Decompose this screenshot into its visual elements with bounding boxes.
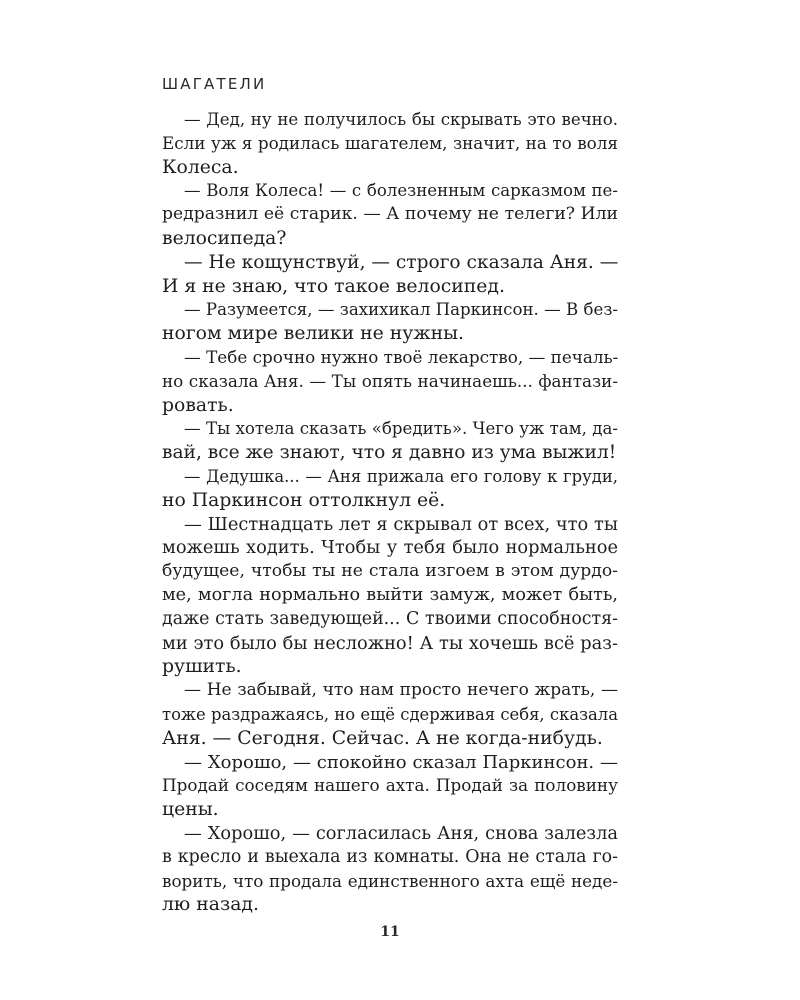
text-line: — Дедушка... — Аня прижала его голову к груди, xyxy=(184,466,618,486)
text-line: можешь ходить. Чтобы у тебя было нормальное xyxy=(162,537,618,559)
text-line: даже стать заведующей... С твоими способностя- xyxy=(162,608,618,629)
body-text xyxy=(162,108,618,917)
text-line: Аня. — Сегодня. Сейчас. А не когда-нибудь. xyxy=(162,727,603,749)
text-line: но Паркинсон оттолкнул её. xyxy=(162,489,446,511)
text-line: тоже раздражаясь, но ещё сдерживая себя, сказала xyxy=(162,704,618,724)
text-line: — Хорошо, — спокойно сказал Паркинсон. — xyxy=(184,751,618,773)
text-line: вай, все же знают, что я давно из ума выжил! xyxy=(162,442,617,464)
text-line: Продай соседям нашего ахта. Продай за половину xyxy=(162,775,618,796)
text-line: И я не знаю, что такое велосипед. xyxy=(162,275,505,297)
text-line: цены. xyxy=(162,799,219,821)
text-line: будущее, чтобы ты не стала изгоем в этом дурдо- xyxy=(162,561,618,582)
text-line: лю назад. xyxy=(162,894,259,916)
text-line: Если уж я родилась шагателем, значит, на то воля xyxy=(162,132,618,153)
text-line: — Воля Колеса! — с болезненным сарказмом пе- xyxy=(184,181,618,201)
text-line: — Не кощунствуй, — строго сказала Аня. — xyxy=(184,251,619,273)
text-line: ми это было бы несложно! А ты хочешь всё раз- xyxy=(162,632,618,654)
text-line: ровать. xyxy=(162,394,234,416)
text-line: — Хорошо, — согласилась Аня, снова залезла xyxy=(184,822,618,844)
text-line: — Не забывай, что нам просто нечего жрать, — xyxy=(184,680,618,701)
text-line: рушить. xyxy=(162,656,242,678)
running-title: ШАГАТЕЛИ xyxy=(162,75,267,93)
text-line: редразнил её старик. — А почему не телеги? Или xyxy=(162,204,618,225)
text-line: ме, могла нормально выйти замуж, может быть, xyxy=(162,584,618,605)
text-line: ногом мире велики не нужны. xyxy=(162,323,465,345)
text-line: но сказала Аня. — Ты опять начинаешь... фантази- xyxy=(162,370,618,391)
text-line: — Разумеется, — захихикал Паркинсон. — В без- xyxy=(184,300,618,320)
text-line: в кресло и выехала из комнаты. Она не стала го- xyxy=(162,846,618,867)
text-line: Колеса. xyxy=(162,156,239,178)
text-line: велосипеда? xyxy=(162,227,287,249)
text-line: — Тебе срочно нужно твоё лекарство, — печаль- xyxy=(184,346,619,367)
text-line: — Шестнадцать лет я скрывал от всех, что ты xyxy=(184,513,618,535)
text-line: — Дед, ну не получилось бы скрывать это вечно. xyxy=(184,110,618,129)
page-number: 11 xyxy=(380,924,400,940)
text-line: ворить, что продала единственного ахта ещё неде- xyxy=(162,870,618,891)
text-line: — Ты хотела сказать «бредить». Чего уж там, да- xyxy=(184,419,618,439)
